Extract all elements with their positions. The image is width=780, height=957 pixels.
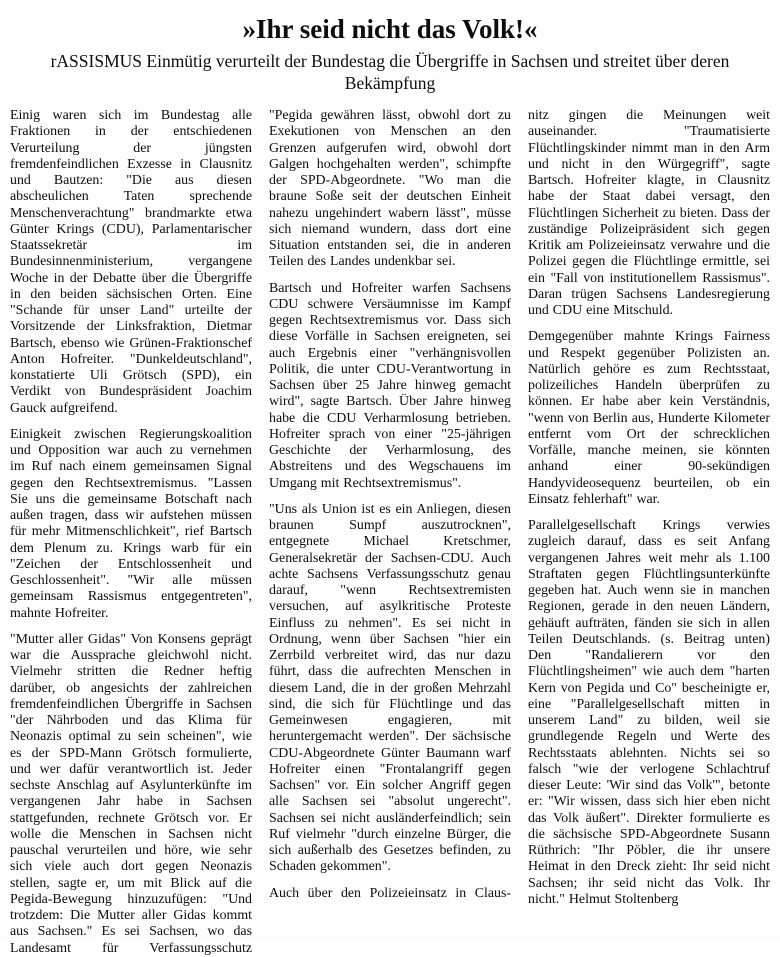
paragraph: "Mutter aller Gidas" Von Konsens geprägt war die Aussprache gleichwohl nicht. Vielmehr stritten die Redner heftig darüber, ob angesichts der zahlreichen fremdenfeindlichen Übergriffe in Sachsen "der Nährboden und das Klima für Neonazis optimal zu sein scheinen", wie es der SPD-Mann Grötsch formulierte, und wer dafür verantwortlich ist. Jeder sechste Anschlag auf Asylunterkünfte im vergangenen Jahr habe in Sachsen stattgefunden, rechnete Grötsch vor. Er wolle die Menschen in Sachsen nicht pauschal verurteilen und höre, wie sehr sich viele auch dort gegen Neonazis stellen, sagte er, um mit Blick auf die Pegida-Bewegung hinzuzufügen: "Und trotzdem: Die Mutter aller Gidas kommt aus Sachsen." Es sei Sachsen, wo das Landesamt für Verfassungsschutz — [10, 631, 252, 956]
column-1 — [10, 108, 252, 957]
column-2 — [269, 108, 511, 957]
paragraph: "Uns als Union ist es ein Anliegen, diesen braunen Sumpf auszutrocknen", entgegnete Michael Kretschmer, Generalsekretär der Sachsen-CDU. Auch achte Sachsens Verfassungsschutz genau darauf, "wenn Rechtsextremisten versuchen, auf asylkritische Proteste Einfluss zu nehmen". Es sei nicht in Ordnung, wenn über Sachsen "hier ein Zerrbild verbreitet wird, das nur dazu führt, dass die aufrechten Menschen in diesem Land, die in der großen Mehrzahl sind, die sich für Flüchtlinge und das Gemeinwesen engagieren, mit heruntergemacht werden". Der sächsische CDU-Abgeordnete Günter Baumann warf Hofreiter einen "Frontalangriff gegen Sachsen" vor. Ein solcher Angriff gegen alle Sachsen sei "absolut ungerecht". Sachsen sei nicht ausländerfeindlich; sein Ruf vielmehr "durch einzelne Bürger, die sich außerhalb des Gesetzes befinden, zu Schaden gekommen". — [269, 501, 511, 875]
paragraph: Bartsch und Hofreiter warfen Sachsens CDU schwere Versäumnisse im Kampf gegen Rechtsextremismus vor. Dass sich diese Vorfälle in Sachsen ereigneten, sei auch Ergebnis einer "verhängnisvollen Politik, die unter CDU-Verantwortung in Sachsen über 25 Jahre hinweg gemacht wird", sagte Bartsch. Über Jahre hinweg habe die CDU Verharmlosung betrieben. Hofreiter sprach von einer "25-jährigen Geschichte der Verharmlosung, des Abstreitens und des Wegschauens im Umgang mit Rechtsextremismus". — [269, 280, 511, 491]
column-3 — [528, 108, 770, 957]
page-subtitle: rASSISMUS Einmütig verurteilt der Bundestag die Übergriffe in Sachsen und streitet über deren Bekämpfung — [50, 51, 730, 93]
paragraph: Einig waren sich im Bundestag alle Fraktionen in der entschiedenen Verurteilung der jüngsten fremdenfeindlichen Exzesse in Clausnitz und Bautzen: "Die aus diesen abscheulichen Taten sprechende Menschenverachtung" brandmarkte etwa Günter Krings (CDU), Parlamentarischer Staatssekretär im Bundesinnenministerium, vergangene Woche in der Debatte über die Übergriffe in den beiden sächsischen Orten. Eine "Schande für unser Land" urteilte der Vorsitzende der Linksfraktion, Dietmar Bartsch, ebenso wie Grünen-Fraktionschef Anton Hofreiter. "Dunkeldeutschland", konstatierte Uli Grötsch (SPD), ein Verdikt von Bundespräsident Joachim Gauck aufgreifend. — [10, 108, 252, 416]
paragraph: "Pegida gewähren lässt, obwohl dort zu Exekutionen von Menschen an den Grenzen aufgerufen wird, obwohl dort Galgen hochgehalten werden", schimpfte der SPD-Abgeordnete. "Wo man die braune Soße seit der deutschen Einheit nahezu ungehindert wabern lässt", müsse sich niemand wundern, dass dort eine Situation entstanden sei, die in anderen Teilen des Landes undenkbar sei. — [269, 108, 511, 270]
paragraph: Parallelgesellschaft Krings verwies zugleich darauf, dass es seit Anfang vergangenen Jahres weit mehr als 1.100 Straftaten gegen Flüchtlingsunterkünfte gegeben hat. Auch wenn sie in manchen Regionen, gerade in den neuen Ländern, gehäuft aufträten, fänden sie sich in allen Teilen Deutschlands. (s. Beitrag unten) Den "Randalierern vor den Flüchtlingsheimen" wie auch dem "harten Kern von Pegida und Co" bescheinigte er, eine "Parallelgesellschaft mitten in unserem Land" zu bilden, weil sie grundlegende Regeln und Werte des Rechtsstaats ablehnten. Nichts sei so falsch "wie der verlogene Schlachtruf dieser Leute: 'Wir sind das Volk'", betonte er: "Wir wissen, dass sich hier eben nicht das Volk äußert". Direkter formulierte es die sächsische SPD-Abgeordnete Susann Rüthrich: "Ihr Pöbler, die ihr unsere Heimat in den Dreck zieht: Ihr seid nicht Sachsen; ihr seid nicht das Volk. Ihr nicht." Helmut Stoltenberg — [528, 518, 770, 907]
paragraph: Demgegenüber mahnte Krings Fairness und Respekt gegenüber Polizisten an. Natürlich gehöre es zum Rechtsstaat, polizeiliches Handeln überprüfen zu können. Er habe aber kein Verständnis, "wenn von Berlin aus, Hunderte Kilometer entfernt vom Ort der schrecklichen Vorfälle, manche meinen, sie könnten anhand einer 90-sekündigen Handyvideosequenz beurteilen, ob ein Einsatz fehlerhaft" war. — [528, 329, 770, 507]
paragraph: Einigkeit zwischen Regierungskoalition und Opposition war auch zu vernehmen im Ruf nach einem gemeinsamen Signal gegen den Rechtsextremismus. "Lassen Sie uns die gemeinsame Botschaft nach außen tragen, dass wir aufstehen müssen für mehr Mitmenschlichkeit", rief Bartsch dem Plenum zu. Krings warb für ein "Zeichen der Entschlossenheit und Geschlossenheit". "Wir alle müssen gemeinsam Rassismus entgegentreten", mahnte Hofreiter. — [10, 426, 252, 621]
page-title: »Ihr seid nicht das Volk!« — [242, 14, 538, 44]
paragraph: nitz gingen die Meinungen weit auseinander. "Traumatisierte Flüchtlingskinder nimmt man in den Arm und nicht in den Würgegriff", sagte Bartsch. Hofreiter klagte, in Clausnitz habe der Staat dabei versagt, den Flüchtlingen Sicherheit zu bieten. Dass der zuständige Polizeipräsident sich gegen Kritik am Polizeieinsatz verwahre und die Polizei gegen die Flüchtlinge ermittle, sei ein "Fall von institutionellem Rassismus". Daran trügen Sachsens Landesregierung und CDU eine Mitschuld. — [528, 108, 770, 318]
paragraph: Auch über den Polizeieinsatz in Claus- — [269, 885, 511, 901]
article-body — [10, 108, 770, 957]
